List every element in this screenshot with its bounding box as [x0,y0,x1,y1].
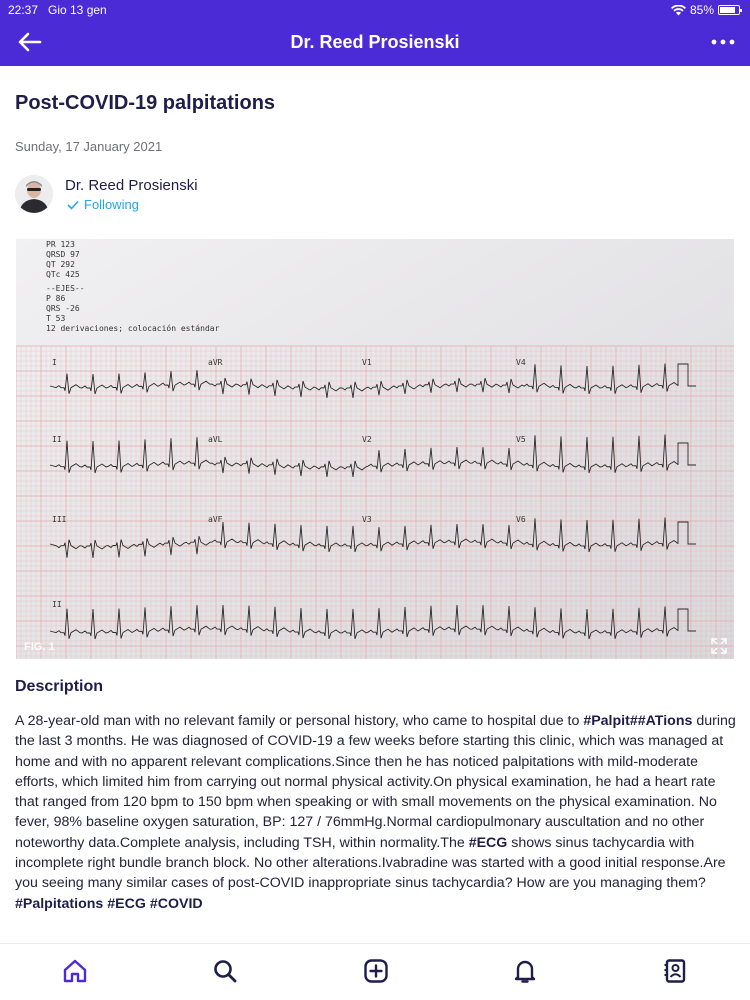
author-photo-icon [15,175,53,213]
description-text [15,711,740,914]
more-dots-icon[interactable] [708,30,738,54]
ecg-lead-label: aVL [208,435,223,444]
ecg-lead-label: aVR [208,358,223,367]
app-header [0,0,750,66]
ecg-lead-label: V5 [516,435,526,444]
ecg-lead-label: aVF [208,515,223,524]
ecg-header-line: QTc 425 [46,270,80,279]
hashtag-link[interactable]: #COVID [149,895,203,912]
following-label: Following [84,197,139,212]
hashtag-link[interactable]: #Palpitations [15,895,104,912]
ecg-lead-label: I [52,358,57,367]
bottom-tab-bar [0,943,750,1000]
ecg-lead-label: V2 [362,435,372,444]
avatar[interactable] [15,175,53,213]
ecg-header-line: PR 123 [46,240,75,249]
hashtag-link[interactable]: #ECG [468,834,508,851]
wifi-icon [671,5,686,16]
ecg-lead-label: III [52,515,67,524]
ecg-lead-label: V6 [516,515,526,524]
ecg-lead-label: V1 [362,358,372,367]
search-icon[interactable] [212,958,238,984]
contacts-icon[interactable] [662,958,688,984]
hashtag-link[interactable]: #Palpit##ATions [583,713,693,729]
ecg-lead-label: II [52,600,62,609]
hashtag-link[interactable]: #ECG [107,895,146,912]
battery-icon [718,5,740,15]
add-post-icon[interactable] [363,958,389,984]
figure-label: FIG. 1 [24,641,55,653]
status-time: 22:37 [8,3,39,17]
expand-icon[interactable] [710,637,728,655]
page-title: Dr. Reed Prosienski [290,32,460,52]
description-part-2: during the last 3 months. He was diagnosed of COVID-19 a few weeks before starting this clinic, which was managed at home and with no apparent relevant complications.Since then he has noticed palpitations with mild-moderate efforts, which limited him from carrying out normal physical activity.On physical examination, he had a heart rate that ranged from 120 bpm to 150 bpm when speaking or with small movements on the physical examination. No fever, 98% baseline oxygen saturation, BP: 127 / 76mmHg.Normal cardiopulmonary auscultation and no other noteworthy data.Complete analysis, including TSH, within normality.The [15,713,736,851]
post-date: Sunday, 17 January 2021 [15,139,163,154]
ecg-header-line: P 86 [46,294,66,303]
battery-percent: 85% [689,3,714,17]
author-name[interactable]: Dr. Reed Prosienski [65,177,198,194]
ecg-image [16,239,734,659]
ecg-lead-label: V3 [362,515,372,524]
following-button[interactable] [67,197,139,212]
ecg-header-line: T 53 [46,314,66,323]
notifications-icon[interactable] [512,958,538,984]
ecg-lead-label: II [52,435,62,444]
status-date: Gio 13 gen [48,3,107,17]
status-right [671,3,740,17]
post-title: Post-COVID-19 palpitations [15,92,276,114]
ecg-header-line: QRS -26 [46,304,80,313]
description-heading: Description [15,678,104,695]
ecg-header-line: 12 derivaciones; colocación estándar [46,324,220,333]
home-icon[interactable] [62,958,88,984]
ecg-header-line: QT 292 [46,260,75,269]
ecg-lead-label: V4 [516,358,526,367]
ecg-header-line: QRSD 97 [46,250,80,259]
ecg-figure[interactable] [16,239,734,659]
ecg-header-line: --EJES-- [46,284,85,293]
check-icon [67,200,79,210]
description-part-1: A 28-year-old man with no relevant family or personal history, who came to hospital due to [15,713,584,729]
status-bar [0,0,750,20]
description-part-3: shows sinus tachycardia with incomplete right bundle branch block. No other alterations.Ivabradine was started with a good initial response.Are you seeing many similar cases of post-COVID inappropriate sinus tachycardia? How are you managing them? [15,834,726,892]
